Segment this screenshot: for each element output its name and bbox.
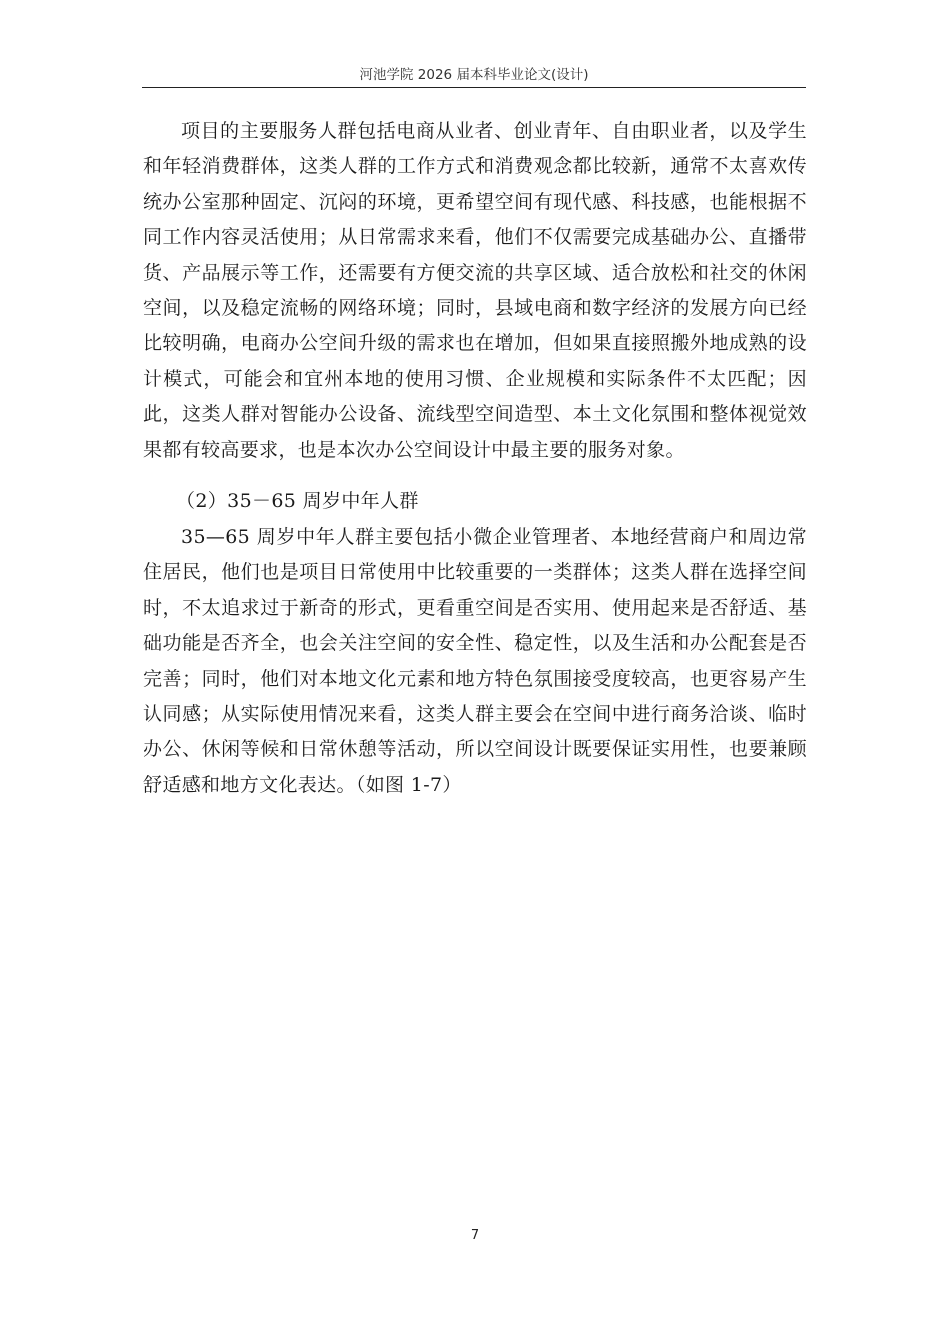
section-heading-middle-aged: （2）35－65 周岁中年人群 [176,490,419,512]
paragraph-middle-aged-users: 35—65 周岁中年人群主要包括小微企业管理者、本地经营商户和周边常住居民，他们也是项目日常使用中比较重要的一类群体；这类人群在选择空间时，不太追求过于新奇的形式，更看重空间是否实用、使用起来是否舒适、基础功能是否齐全，也会关注空间的安全性、稳定性，以及生活和办公配套是否完善；同时，他们对本地文化元素和地方特色氛围接受度较高，也更容易产生认同感；从实际使用情况来看，这类人群主要会在空间中进行商务洽谈、临时办公、休闲等候和日常休憩等活动，所以空间设计既要保证实用性，也要兼顾舒适感和地方文化表达。（如图 1-7） [143,526,807,796]
header-divider [142,87,806,88]
page-number: 7 [470,1228,480,1243]
paragraph-young-users: 项目的主要服务人群包括电商从业者、创业青年、自由职业者，以及学生和年轻消费群体，这类人群的工作方式和消费观念都比较新，通常不太喜欢传统办公室那种固定、沉闷的环境，更希望空间有现代感、科技感，也能根据不同工作内容灵活使用；从日常需求来看，他们不仅需要完成基础办公、直播带货、产品展示等工作，还需要有方便交流的共享区域、适合放松和社交的休闲空间，以及稳定流畅的网络环境；同时，县域电商和数字经济的发展方向已经比较明确，电商办公空间升级的需求也在增加，但如果直接照搬外地成熟的设计模式，可能会和宜州本地的使用习惯、企业规模和实际条件不太匹配；因此，这类人群对智能办公设备、流线型空间造型、本土文化氛围和整体视觉效果都有较高要求，也是本次办公空间设计中最主要的服务对象。 [143,120,807,461]
running-header: 河池学院 2026 届本科毕业论文(设计) [359,67,589,83]
